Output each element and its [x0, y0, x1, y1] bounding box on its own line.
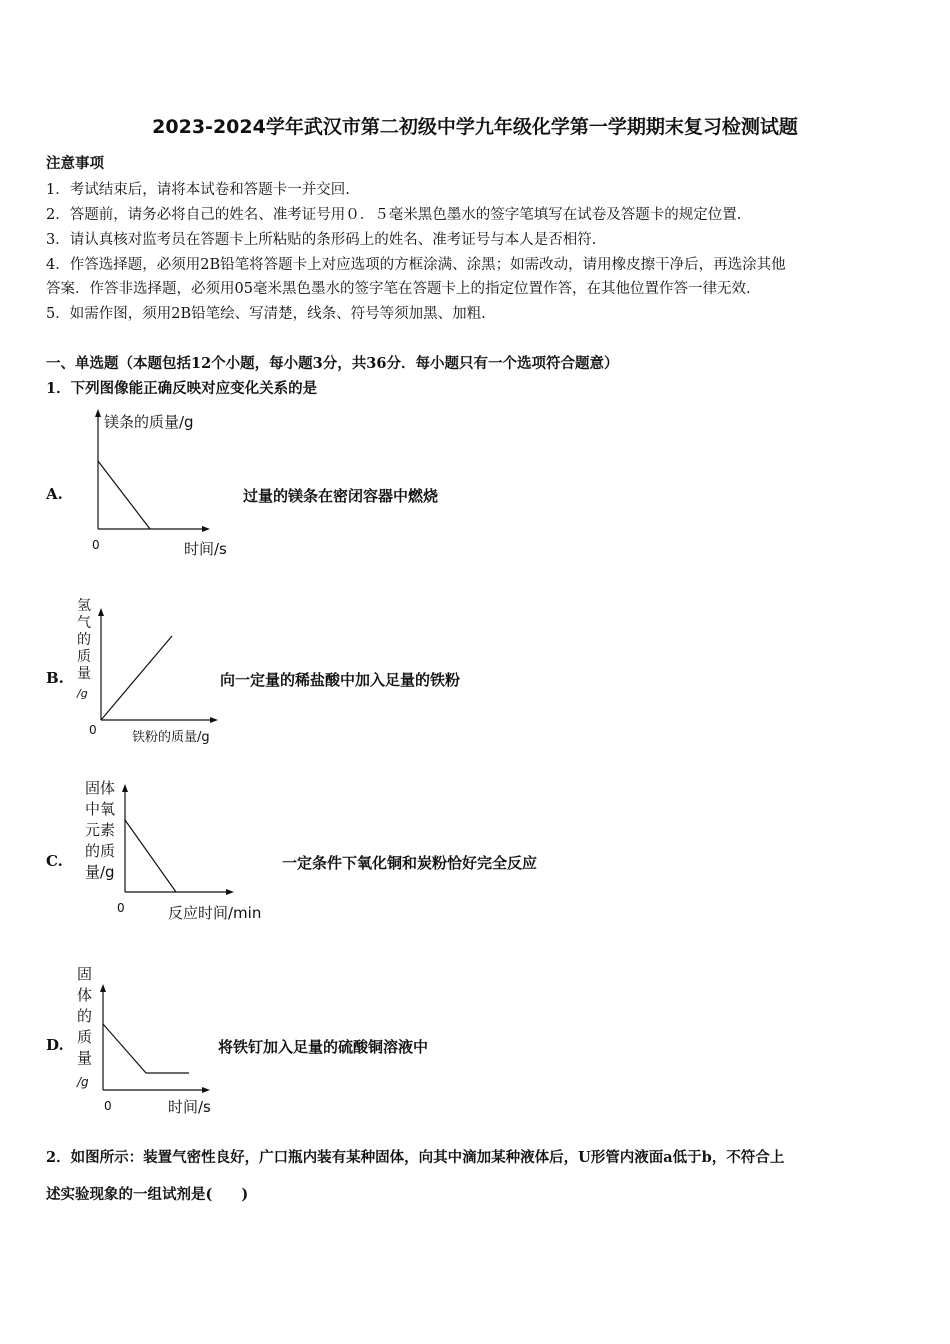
option-b-text: 向一定量的稀盐酸中加入足量的铁粉 [220, 671, 461, 689]
graph-d [72, 960, 232, 1118]
option-d-text: 将铁钉加入足量的硫酸铜溶液中 [218, 1038, 429, 1056]
graph-a-y-label: 镁条的质量/g [104, 413, 194, 431]
graph-b-y-label-0: 氢 [77, 598, 91, 614]
graph-b-y-label-4: 量 [77, 666, 91, 682]
graph-c-curve [125, 820, 176, 892]
graph-b-curve [101, 636, 172, 720]
graph-c [80, 772, 280, 924]
notice-item: 5．如需作图，须用2B铅笔绘、写清楚，线条、符号等须加黑、加粗. [46, 306, 486, 322]
graph-b-y-label-5: /g [77, 687, 88, 700]
notice-item: 1．考试结束后，请将本试卷和答题卡一并交回. [46, 182, 350, 198]
graph-d-x-arrow [202, 1087, 210, 1093]
graph-b-y-label-1: 气 [77, 615, 91, 631]
question-2-line-1: 2．如图所示：装置气密性良好，广口瓶内装有某种固体，向其中滴加某种液体后，U形管内液面a低于b，不符合上 [46, 1149, 785, 1166]
graph-d-curve [103, 1024, 189, 1073]
graph-b-x-label: 铁粉的质量/g [132, 730, 210, 745]
option-a-letter: A. [46, 485, 63, 503]
graph-a-x-arrow [202, 526, 210, 532]
graph-a [80, 405, 260, 560]
graph-c-x-arrow [226, 889, 234, 895]
notice-item: 2．答题前，请务必将自己的姓名、准考证号用０．５毫米黑色墨水的签字笔填写在试卷及答题卡的规定位置. [46, 207, 742, 223]
graph-b [72, 592, 232, 747]
graph-c-y-arrow [122, 784, 128, 792]
graph-d-y-label-2: 的 [77, 1007, 93, 1025]
graph-b-origin: 0 [89, 723, 97, 737]
graph-a-x-label: 时间/s [184, 540, 227, 558]
graph-b-y-label-2: 的 [77, 632, 91, 648]
page-title: 2023-2024学年武汉市第二初级中学九年级化学第一学期期末复习检测试题 [152, 116, 798, 138]
graph-c-y-label-4: 量/g [85, 863, 115, 881]
notice-heading: 注意事项 [46, 155, 104, 172]
question-2-line-2: 述实验现象的一组试剂是( ) [46, 1186, 249, 1203]
graph-d-y-label-1: 体 [77, 986, 93, 1004]
option-b-letter: B. [46, 669, 64, 687]
graph-d-y-label-5: /g [77, 1075, 89, 1089]
graph-c-y-label-2: 元素 [85, 821, 116, 839]
graph-a-y-arrow [95, 409, 101, 417]
notice-item: 4．作答选择题，必须用2B铅笔将答题卡上对应选项的方框涂满、涂黑；如需改动，请用橡皮擦干净后，再选涂其他 [46, 257, 786, 273]
graph-a-curve [98, 461, 150, 529]
option-d-letter: D. [46, 1036, 64, 1054]
graph-b-y-label-3: 质 [77, 649, 91, 665]
option-c-text: 一定条件下氧化铜和炭粉恰好完全反应 [282, 854, 538, 872]
graph-d-origin: 0 [104, 1099, 112, 1113]
graph-c-y-label-1: 中氧 [85, 800, 116, 818]
graph-c-y-label-0: 固体 [85, 779, 116, 797]
graph-c-x-label: 反应时间/min [168, 904, 262, 922]
graph-d-y-arrow [100, 984, 106, 992]
notice-item: 答案．作答非选择题，必须用05毫米黑色墨水的签字笔在答题卡上的指定位置作答，在其他位置作答一律无效. [46, 281, 751, 297]
question-1-stem: 1．下列图像能正确反映对应变化关系的是 [46, 380, 318, 397]
graph-a-origin: 0 [92, 538, 100, 552]
graph-d-y-label-4: 量 [77, 1049, 93, 1067]
graph-b-x-arrow [210, 717, 218, 723]
graph-b-y-arrow [98, 608, 104, 616]
option-c-letter: C. [46, 852, 63, 870]
graph-c-y-label-3: 的质 [85, 842, 116, 860]
notice-item: 3．请认真核对监考员在答题卡上所粘贴的条形码上的姓名、准考证号与本人是否相符. [46, 232, 597, 248]
option-a-text: 过量的镁条在密闭容器中燃烧 [243, 487, 439, 505]
graph-d-x-label: 时间/s [168, 1098, 211, 1116]
graph-c-origin: 0 [117, 901, 125, 915]
graph-d-y-label-3: 质 [77, 1028, 93, 1046]
section-heading: 一、单选题（本题包括12个小题，每小题3分，共36分．每小题只有一个选项符合题意） [46, 355, 619, 372]
graph-d-y-label-0: 固 [77, 965, 93, 983]
